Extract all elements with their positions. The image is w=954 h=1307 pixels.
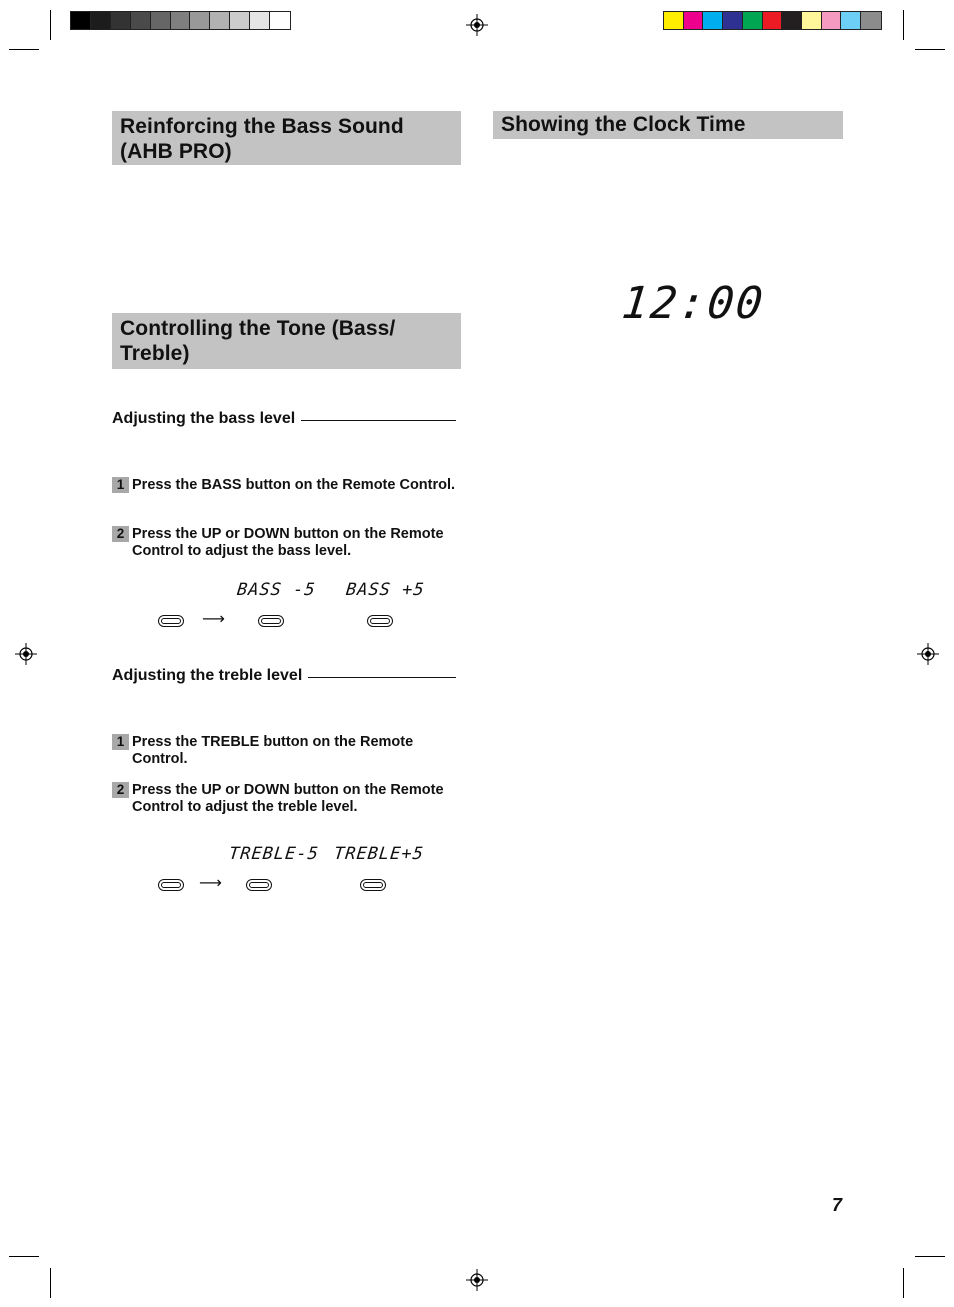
color-swatch [171,12,191,29]
color-swatch [743,12,763,29]
divider [308,677,456,678]
treble-subhead [112,666,456,686]
color-swatch [703,12,723,29]
color-swatch [250,12,270,29]
divider [301,420,456,421]
registration-target-icon [15,643,37,665]
color-swatch [802,12,822,29]
crop-mark [903,1268,904,1298]
step-number: 1 [112,477,129,493]
bass-display-high: BASS +5 [344,580,426,600]
down-button-icon [258,615,284,627]
color-swatch [270,12,290,29]
color-swatch [763,12,783,29]
page-number: 7 [832,1195,843,1215]
color-swatch [861,12,881,29]
crop-mark [915,49,945,50]
step-text: Press the TREBLE button on the Remote Control. [132,734,414,767]
step-text: Press the BASS button on the Remote Control. [132,477,456,493]
treble-display-high: TREBLE+5 [332,844,425,864]
color-swatch [71,12,91,29]
treble-button-icon [158,879,184,891]
grayscale-bar [70,11,291,30]
color-swatch [664,12,684,29]
bass-subhead-text: Adjusting the bass level [112,410,296,427]
registration-target-icon [466,1269,488,1291]
color-swatch [210,12,230,29]
color-swatch [190,12,210,29]
color-swatch [131,12,151,29]
arrow-right-icon: ⟶ [199,875,222,892]
crop-mark [50,1268,51,1298]
registration-target-icon [917,643,939,665]
color-swatch [782,12,802,29]
color-swatch [822,12,842,29]
bass-display-low: BASS -5 [235,580,317,600]
bass-subhead [112,409,456,429]
step-number: 1 [112,734,129,750]
up-button-icon [367,615,393,627]
bass-button-icon [158,615,184,627]
crop-mark [9,1256,39,1257]
arrow-right-icon: ⟶ [202,611,225,628]
color-swatch [841,12,861,29]
step-text: Press the UP or DOWN button on the Remote Control to adjust the bass level. [132,526,444,559]
color-bar [663,11,882,30]
treble-subhead-text: Adjusting the treble level [112,667,303,684]
heading-tone: Controlling the Tone (Bass/ Treble) [112,313,461,369]
color-swatch [151,12,171,29]
registration-target-icon [466,14,488,36]
color-swatch [91,12,111,29]
crop-mark [9,49,39,50]
up-button-icon [360,879,386,891]
color-swatch [723,12,743,29]
treble-display-low: TREBLE-5 [227,844,320,864]
crop-mark [903,10,904,40]
heading-clock: Showing the Clock Time [493,111,843,139]
color-swatch [230,12,250,29]
step-text: Press the UP or DOWN button on the Remote Control to adjust the treble level. [132,782,444,815]
down-button-icon [246,879,272,891]
clock-display: 12:00 [619,278,768,329]
crop-mark [915,1256,945,1257]
step-number: 2 [112,526,129,542]
step-number: 2 [112,782,129,798]
color-swatch [684,12,704,29]
color-swatch [111,12,131,29]
heading-bass-sound: Reinforcing the Bass Sound (AHB PRO) [112,111,461,165]
crop-mark [50,10,51,40]
